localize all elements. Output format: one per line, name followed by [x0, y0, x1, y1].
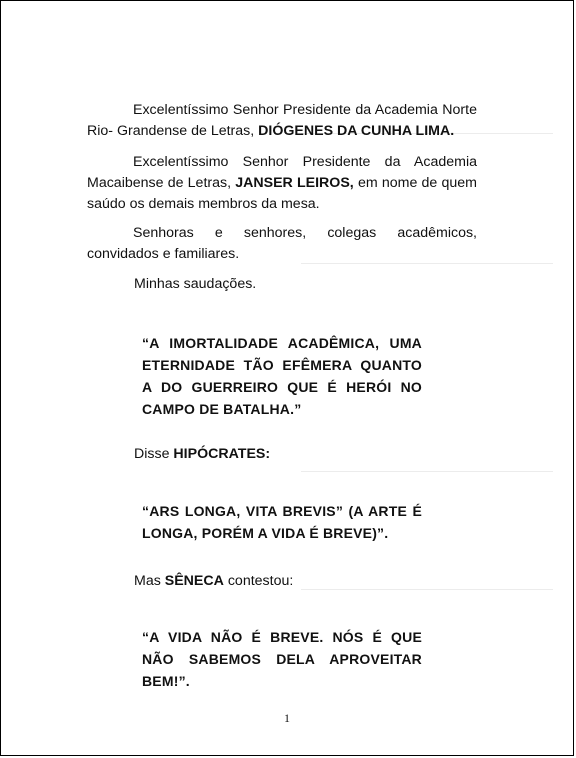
bleed-through-mark [301, 589, 553, 590]
author-name: HIPÓCRATES: [173, 446, 271, 462]
salutation-paragraph-1 [87, 100, 477, 142]
quote-seneca: “A VIDA NÃO É BREVE. NÓS É QUE NÃO SABEMOS DELA APROVEITAR BEM!”. [142, 629, 422, 689]
page-number: 1 [284, 711, 290, 725]
quote-ars-longa: “ARS LONGA, VITA BREVIS” (A ARTE É LONGA, PORÉM A VIDA É BREVE)”. [142, 503, 422, 541]
greetings-line: Minhas saudações. [134, 276, 257, 292]
attribution-seneca: Mas SÊNECA contestou: [134, 573, 294, 589]
quote-immortality: “A IMORTALIDADE ACADÊMICA, UMA ETERNIDADE TÃO EFÊMERA QUANTO A DO GUERREIRO QUE É HERÓI NO CAMPO DE BATALHA.” [142, 335, 422, 417]
salutation-paragraph-2 [87, 152, 477, 215]
salutation-text: em nome de quem saúdo os demais membros da mesa. [87, 175, 477, 212]
salutation-text: Excelentíssimo Senhor Presidente da Academia Norte Rio- Grandense de Letras, [87, 102, 477, 139]
salutation-text: Senhoras e senhores, colegas acadêmicos, convidados e familiares. [87, 225, 477, 262]
bleed-through-mark [301, 471, 553, 472]
honoree-name: JANSER LEIROS, [235, 175, 354, 191]
honoree-name: DIÓGENES DA CUNHA LIMA. [258, 123, 455, 139]
salutation-paragraph-3 [87, 223, 477, 265]
salutation-text: Excelentíssimo Senhor Presidente da Academia Macaibense de Letras, [87, 154, 477, 191]
author-name: SÊNECA [164, 573, 224, 589]
attribution-hippocrates: Disse HIPÓCRATES: [134, 446, 271, 462]
